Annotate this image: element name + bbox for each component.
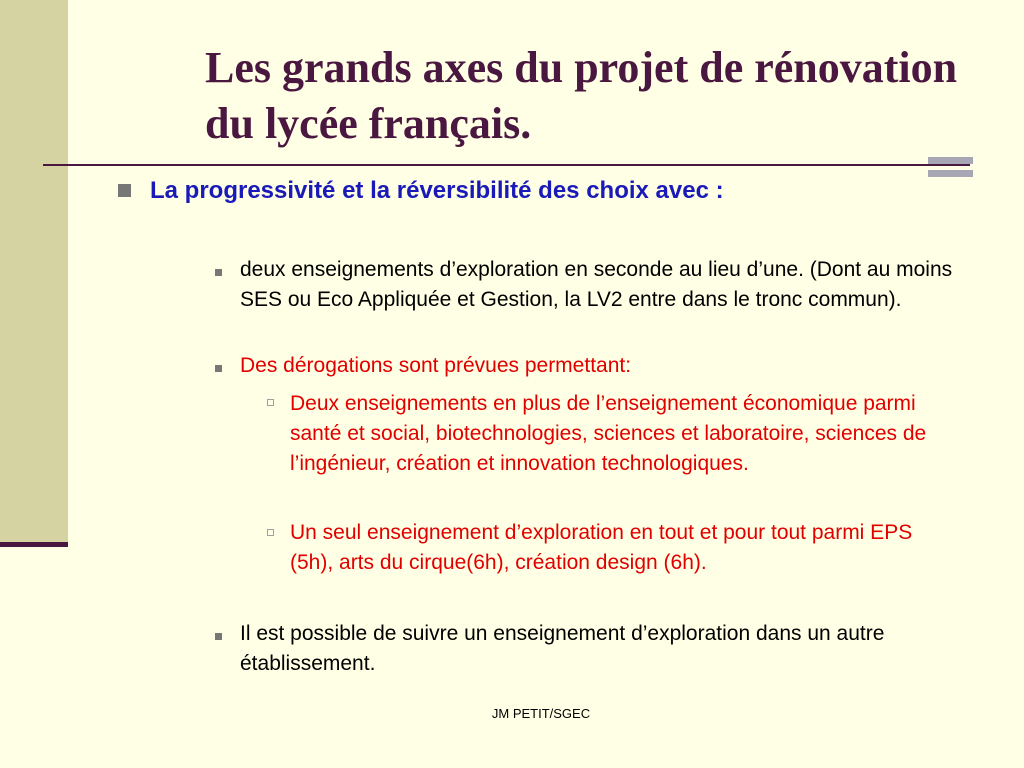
main-point: La progressivité et la réversibilité des choix avec : bbox=[150, 177, 724, 204]
square-bullet-icon bbox=[215, 633, 222, 640]
list-item: Un seul enseignement d’exploration en tout et pour tout parmi EPS (5h), arts du cirque(6h), création design (6h). bbox=[290, 521, 913, 574]
list-item: Deux enseignements en plus de l’enseignement économique parmi santé et social, biotechnologies, sciences et laboratoire, sciences de l’ingénieur, création et innovation technologiques. bbox=[290, 392, 927, 475]
square-bullet-icon bbox=[215, 269, 222, 276]
list-item: Il est possible de suivre un enseignement d’exploration dans un autre établissement. bbox=[240, 622, 885, 675]
list-item: Des dérogations sont prévues permettant: bbox=[240, 354, 632, 377]
slide-footer: JM PETIT/SGEC bbox=[491, 706, 591, 721]
list-item: deux enseignements d’exploration en seconde au lieu d’une. (Dont au moins SES ou Eco Appliquée et Gestion, la LV2 entre dans le tronc commun). bbox=[240, 258, 953, 311]
square-bullet-icon bbox=[118, 184, 131, 197]
hollow-square-bullet-icon bbox=[267, 529, 274, 536]
hollow-square-bullet-icon bbox=[267, 399, 274, 406]
square-bullet-icon bbox=[215, 365, 222, 372]
slide-title: Les grands axes du projet de rénovation du lycée français. bbox=[205, 43, 958, 148]
